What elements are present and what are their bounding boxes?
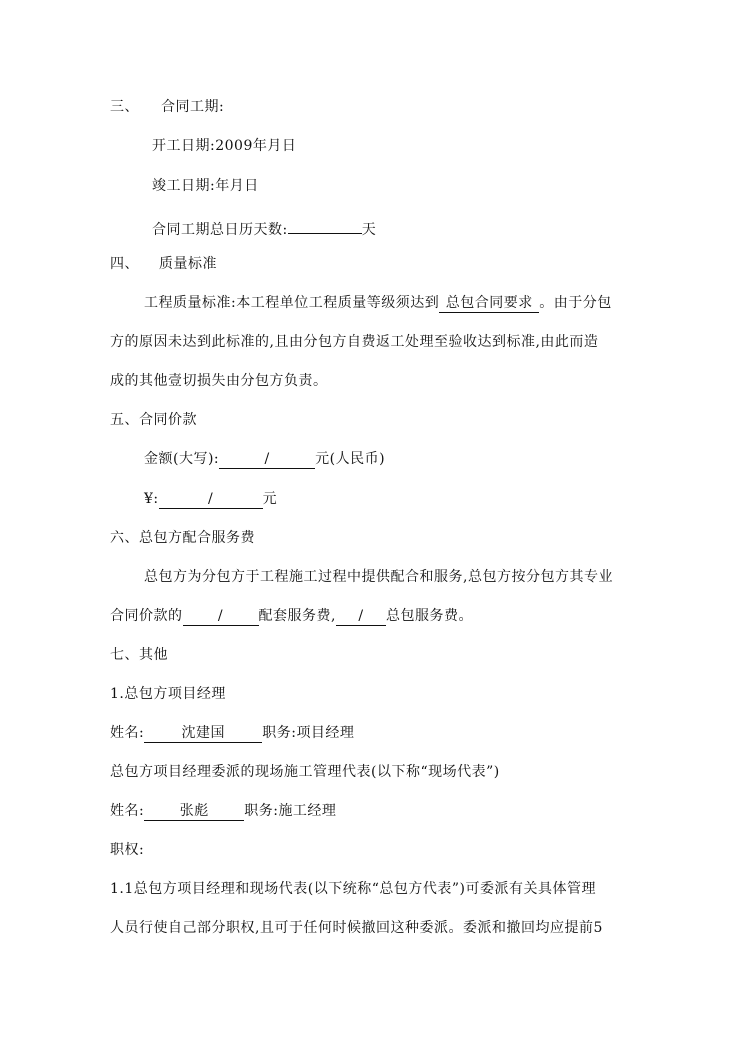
pm-name-line xyxy=(110,723,354,743)
service-fee-para-line-2 xyxy=(110,606,473,626)
amount-yen-field: / xyxy=(159,490,263,509)
service-fee-post: 总包服务费。 xyxy=(385,608,473,624)
rep-name-field: 张彪 xyxy=(144,802,244,821)
service-fee-mid: 配套服务费, xyxy=(258,608,336,624)
matching-fee-field: / xyxy=(183,607,259,626)
amount-words-field: / xyxy=(219,450,315,469)
service-fee-pre: 合同价款的 xyxy=(110,608,183,624)
quality-para-line-2: 方的原因未达到此标准的,且由分包方自费返工处理至验收达到标准,由此而造 xyxy=(110,334,599,350)
total-days-label: 合同工期总日历天数: xyxy=(152,222,288,238)
rep-name-label: 姓名: xyxy=(110,803,145,819)
site-rep-line: 总包方项目经理委派的现场施工管理代表(以下称“现场代表”) xyxy=(110,764,500,780)
end-date-label: 竣工日期: xyxy=(152,178,216,194)
amount-yen-label: ¥: xyxy=(144,491,159,507)
section-4-number: 四、 xyxy=(110,256,139,272)
section-7-heading: 七、其他 xyxy=(110,647,168,663)
section-3-number: 三、 xyxy=(110,99,139,115)
amount-yen-unit: 元 xyxy=(262,491,278,507)
general-fee-field: / xyxy=(336,607,386,626)
end-date-value: 年月日 xyxy=(215,178,259,194)
service-fee-para-line-1: 总包方为分包方于工程施工过程中提供配合和服务,总包方按分包方其专业 xyxy=(144,569,613,585)
section-4-title: 质量标准 xyxy=(159,256,217,272)
quality-para-line-3: 成的其他壹切损失由分包方负责。 xyxy=(110,373,328,389)
section-3-title: 合同工期: xyxy=(161,99,225,115)
quality-para-line-1 xyxy=(144,293,612,313)
end-date-line xyxy=(152,176,259,196)
total-days-field xyxy=(288,215,362,234)
pm-post-label: 职务: xyxy=(262,725,297,741)
section-6-heading: 六、总包方配合服务费 xyxy=(110,530,255,546)
pm-post-value: 项目经理 xyxy=(296,725,355,741)
total-days-line xyxy=(152,215,377,238)
quality-standard-field: 总包合同要求 xyxy=(439,294,539,313)
amount-words-unit: 元(人民币) xyxy=(315,451,386,467)
rep-post-value: 施工经理 xyxy=(278,803,337,819)
section-4-heading xyxy=(110,254,217,274)
total-days-unit: 天 xyxy=(361,222,377,238)
start-date-label: 开工日期: xyxy=(152,138,216,154)
amount-yen-line xyxy=(144,489,277,509)
pm-subheading: 1.总包方项目经理 xyxy=(110,686,226,702)
amount-words-line xyxy=(144,449,385,469)
rep-post-label: 职务: xyxy=(244,803,279,819)
start-date-line xyxy=(152,136,296,156)
pm-name-field: 沈建国 xyxy=(144,724,262,743)
clause-1-1-line-1: 1.1总包方项目经理和现场代表(以下统称“总包方代表”)可委派有关具体管理 xyxy=(110,881,597,897)
rep-name-line xyxy=(110,801,336,821)
quality-para-post: 。由于分包 xyxy=(539,295,612,311)
section-5-heading: 五、合同价款 xyxy=(110,412,197,428)
clause-1-1-line-2: 人员行使自己部分职权,且可于任何时候撤回这种委派。委派和撤回均应提前5 xyxy=(110,920,603,936)
quality-para-pre: 工程质量标准:本工程单位工程质量等级须达到 xyxy=(144,295,440,311)
amount-words-label: 金额(大写): xyxy=(144,451,220,467)
pm-name-label: 姓名: xyxy=(110,725,145,741)
section-3-heading xyxy=(110,97,224,117)
start-date-value: 2009年月日 xyxy=(215,138,297,154)
authority-label: 职权: xyxy=(110,842,145,858)
